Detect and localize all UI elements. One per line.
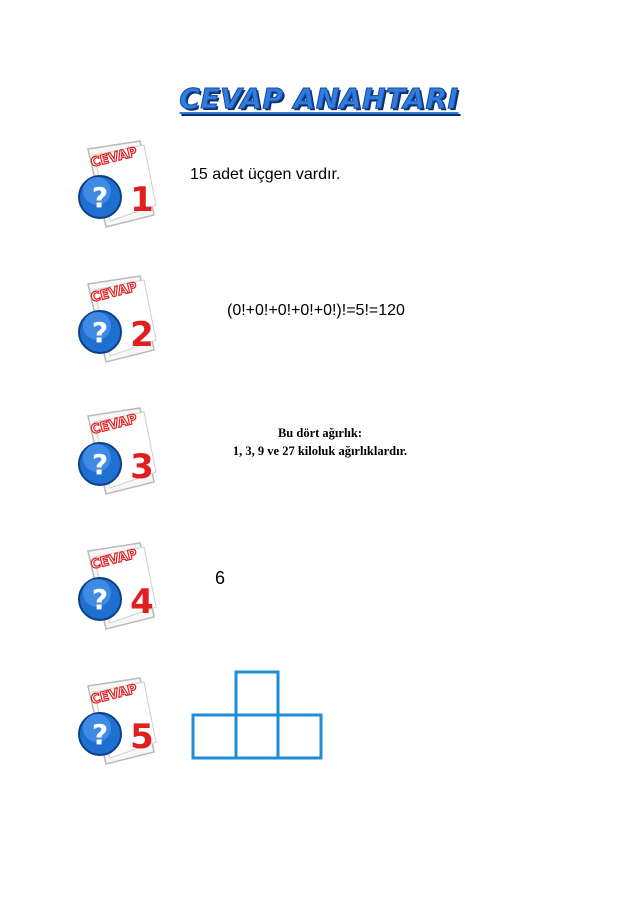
answer-badge-3 (70, 402, 170, 502)
answer-badge-4 (70, 537, 170, 637)
svg-text:?: ? (91, 181, 109, 214)
badge-label: CEVAP (89, 546, 139, 573)
badge-number: 3 (130, 447, 154, 487)
badge-number: 5 (130, 717, 154, 757)
answer-3-line-1: Bu dört ağırlık: (277, 426, 363, 440)
badge-label: CEVAP (89, 681, 139, 708)
badge-label: CEVAP (89, 411, 139, 438)
svg-text:?: ? (91, 316, 109, 349)
bottom-middle-square (236, 715, 278, 758)
answer-4-text: 6 (215, 568, 226, 588)
question-circle-icon (79, 713, 121, 755)
svg-text:?: ? (91, 583, 109, 616)
answer-badge-5 (70, 672, 170, 772)
badge-label: CEVAP (89, 144, 139, 171)
question-circle-icon (79, 443, 121, 485)
question-circle-icon (79, 176, 121, 218)
badge-number: 4 (130, 582, 154, 622)
question-circle-icon (79, 578, 121, 620)
answer-badge-1 (70, 135, 170, 235)
badge-number: 1 (130, 180, 154, 220)
badge-number: 2 (130, 315, 154, 355)
answer-badge-2 (70, 270, 170, 370)
bottom-right-square (278, 715, 321, 758)
page-title: CEVAP ANAHTARI (179, 82, 459, 115)
answer-3-text (200, 424, 440, 460)
question-circle-icon (79, 311, 121, 353)
answer-5-squares-figure (188, 670, 328, 762)
bottom-left-square (193, 715, 236, 758)
answer-2-text: (0!+0!+0!+0!+0!)!=5!=120 (227, 302, 405, 319)
top-square (236, 672, 278, 715)
svg-text:?: ? (91, 718, 109, 751)
answer-3-line-2: 1, 3, 9 ve 27 kiloluk ağırlıklardır. (232, 444, 408, 458)
answer-1-text: 15 adet üçgen vardır. (190, 166, 341, 183)
badge-label: CEVAP (89, 279, 139, 306)
svg-text:?: ? (91, 448, 109, 481)
